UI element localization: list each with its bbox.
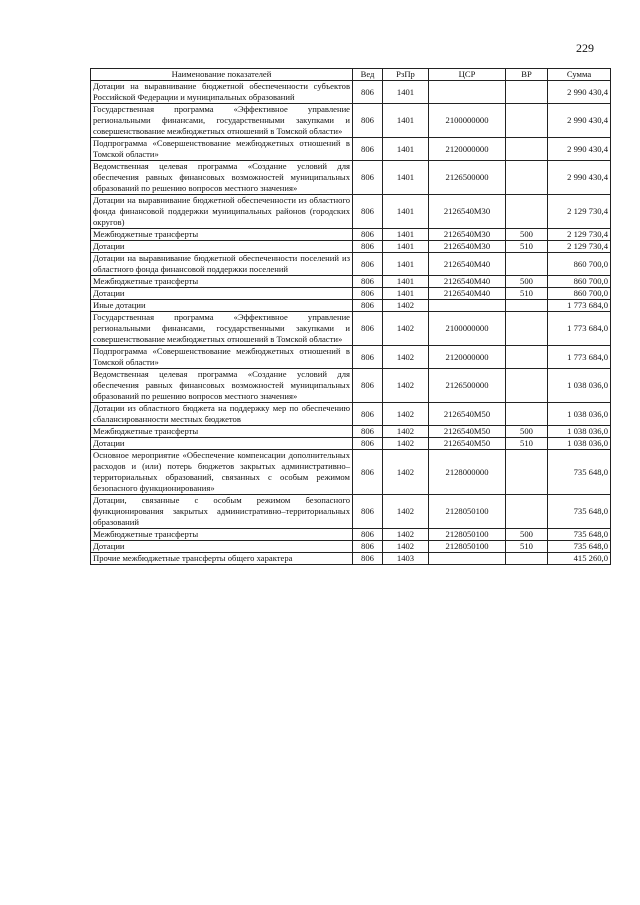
- cell-ved: 806: [353, 369, 383, 403]
- cell-rzpr: 1401: [383, 161, 429, 195]
- cell-csr: 2100000000: [429, 312, 506, 346]
- cell-csr: [429, 300, 506, 312]
- page-number: 229: [576, 41, 594, 55]
- cell-sum: 1 038 036,0: [548, 426, 611, 438]
- cell-vr: 510: [506, 241, 548, 253]
- cell-ved: 806: [353, 81, 383, 104]
- cell-rzpr: 1403: [383, 553, 429, 565]
- table-row: [91, 138, 611, 161]
- table-body: [91, 81, 611, 565]
- cell-vr: 500: [506, 529, 548, 541]
- cell-sum: 1 038 036,0: [548, 403, 611, 426]
- cell-rzpr: 1402: [383, 541, 429, 553]
- cell-name: Дотации на выравнивание бюджетной обеспеченности субъектов Российской Федерации и муниципальных образований: [91, 81, 353, 104]
- cell-csr: 2128050100: [429, 529, 506, 541]
- cell-rzpr: 1401: [383, 195, 429, 229]
- cell-rzpr: 1401: [383, 138, 429, 161]
- cell-rzpr: 1401: [383, 241, 429, 253]
- cell-sum: 2 990 430,4: [548, 138, 611, 161]
- table-row: [91, 229, 611, 241]
- cell-rzpr: 1402: [383, 529, 429, 541]
- cell-vr: 500: [506, 276, 548, 288]
- cell-csr: 2100000000: [429, 104, 506, 138]
- cell-csr: 2128000000: [429, 450, 506, 495]
- cell-vr: 510: [506, 288, 548, 300]
- cell-vr: 510: [506, 541, 548, 553]
- cell-sum: 735 648,0: [548, 450, 611, 495]
- cell-sum: 735 648,0: [548, 529, 611, 541]
- cell-csr: 2126500000: [429, 369, 506, 403]
- cell-ved: 806: [353, 312, 383, 346]
- cell-csr: 2126540М40: [429, 276, 506, 288]
- cell-name: Дотации, связанные с особым режимом безопасного функционирования закрытых административно–территориальных образований: [91, 495, 353, 529]
- table-row: [91, 195, 611, 229]
- table-row: [91, 553, 611, 565]
- budget-table: [90, 68, 611, 565]
- cell-name: Подпрограмма «Совершенствование межбюджетных отношений в Томской области»: [91, 138, 353, 161]
- cell-ved: 806: [353, 276, 383, 288]
- cell-rzpr: 1401: [383, 288, 429, 300]
- cell-sum: 2 990 430,4: [548, 161, 611, 195]
- cell-ved: 806: [353, 346, 383, 369]
- cell-rzpr: 1401: [383, 81, 429, 104]
- cell-ved: 806: [353, 138, 383, 161]
- table-row: [91, 161, 611, 195]
- cell-ved: 806: [353, 253, 383, 276]
- cell-name: Межбюджетные трансферты: [91, 426, 353, 438]
- cell-csr: 2126500000: [429, 161, 506, 195]
- cell-name: Иные дотации: [91, 300, 353, 312]
- cell-ved: 806: [353, 450, 383, 495]
- cell-name: Межбюджетные трансферты: [91, 229, 353, 241]
- cell-sum: 1 773 684,0: [548, 346, 611, 369]
- cell-sum: 860 700,0: [548, 253, 611, 276]
- cell-csr: 2126540М40: [429, 253, 506, 276]
- cell-vr: [506, 369, 548, 403]
- cell-csr: 2126540М40: [429, 288, 506, 300]
- cell-ved: 806: [353, 229, 383, 241]
- cell-sum: 1 038 036,0: [548, 438, 611, 450]
- cell-name: Дотации на выравнивание бюджетной обеспеченности поселений из областного фонда финансовой поддержки поселений: [91, 253, 353, 276]
- cell-vr: [506, 450, 548, 495]
- cell-name: Дотации: [91, 438, 353, 450]
- header-vr: ВР: [506, 69, 548, 81]
- table-row: [91, 300, 611, 312]
- cell-csr: [429, 553, 506, 565]
- cell-sum: 1 773 684,0: [548, 300, 611, 312]
- cell-ved: 806: [353, 161, 383, 195]
- cell-sum: 2 990 430,4: [548, 104, 611, 138]
- cell-name: Государственная программа «Эффективное управление региональными финансами, государственными закупками и совершенствование межбюджетных отношений в Томской области»: [91, 104, 353, 138]
- cell-vr: [506, 253, 548, 276]
- cell-csr: 2126540М30: [429, 195, 506, 229]
- table-row: [91, 403, 611, 426]
- cell-sum: 415 260,0: [548, 553, 611, 565]
- cell-sum: 1 773 684,0: [548, 312, 611, 346]
- cell-name: Дотации: [91, 288, 353, 300]
- cell-ved: 806: [353, 541, 383, 553]
- table-row: [91, 253, 611, 276]
- cell-ved: 806: [353, 104, 383, 138]
- cell-name: Дотации на выравнивание бюджетной обеспеченности из областного фонда финансовой поддержки муниципальных районов (городских округов): [91, 195, 353, 229]
- cell-rzpr: 1402: [383, 300, 429, 312]
- cell-vr: [506, 81, 548, 104]
- cell-ved: 806: [353, 403, 383, 426]
- table-row: [91, 241, 611, 253]
- cell-sum: 860 700,0: [548, 276, 611, 288]
- table-row: [91, 288, 611, 300]
- cell-vr: [506, 553, 548, 565]
- cell-csr: 2128050100: [429, 541, 506, 553]
- table-row: [91, 495, 611, 529]
- cell-sum: 860 700,0: [548, 288, 611, 300]
- cell-name: Государственная программа «Эффективное управление региональными финансами, государственными закупками и совершенствование межбюджетных отношений в Томской области»: [91, 312, 353, 346]
- header-ved: Вед: [353, 69, 383, 81]
- cell-ved: 806: [353, 288, 383, 300]
- table-row: [91, 104, 611, 138]
- cell-ved: 806: [353, 553, 383, 565]
- cell-rzpr: 1402: [383, 346, 429, 369]
- cell-csr: 2126540М30: [429, 229, 506, 241]
- table-header-row: [91, 69, 611, 81]
- cell-csr: 2126540М50: [429, 403, 506, 426]
- cell-ved: 806: [353, 426, 383, 438]
- cell-rzpr: 1402: [383, 403, 429, 426]
- cell-rzpr: 1402: [383, 495, 429, 529]
- cell-rzpr: 1402: [383, 438, 429, 450]
- header-sum: Сумма: [548, 69, 611, 81]
- cell-ved: 806: [353, 195, 383, 229]
- cell-rzpr: 1402: [383, 369, 429, 403]
- cell-rzpr: 1402: [383, 450, 429, 495]
- cell-vr: [506, 195, 548, 229]
- cell-rzpr: 1402: [383, 426, 429, 438]
- cell-vr: [506, 312, 548, 346]
- cell-vr: [506, 495, 548, 529]
- cell-csr: 2128050100: [429, 495, 506, 529]
- cell-sum: 2 990 430,4: [548, 81, 611, 104]
- cell-csr: 2126540М30: [429, 241, 506, 253]
- cell-name: Межбюджетные трансферты: [91, 529, 353, 541]
- cell-ved: 806: [353, 438, 383, 450]
- cell-name: Дотации: [91, 541, 353, 553]
- table-row: [91, 541, 611, 553]
- cell-sum: 2 129 730,4: [548, 229, 611, 241]
- cell-csr: 2126540М50: [429, 426, 506, 438]
- cell-sum: 1 038 036,0: [548, 369, 611, 403]
- header-name: Наименование показателей: [91, 69, 353, 81]
- cell-vr: [506, 346, 548, 369]
- cell-vr: [506, 138, 548, 161]
- cell-name: Основное мероприятие «Обеспечение компенсации дополнительных расходов и (или) потерь бюджетов закрытых административно–территориальных образований, связанных с особым режимом безопасного функционирования»: [91, 450, 353, 495]
- cell-name: Межбюджетные трансферты: [91, 276, 353, 288]
- cell-ved: 806: [353, 495, 383, 529]
- cell-sum: 735 648,0: [548, 495, 611, 529]
- cell-name: Ведомственная целевая программа «Создание условий для обеспечения равных финансовых возможностей муниципальных образований по решению вопросов местного значения»: [91, 161, 353, 195]
- cell-name: Подпрограмма «Совершенствование межбюджетных отношений в Томской области»: [91, 346, 353, 369]
- table-row: [91, 346, 611, 369]
- cell-vr: 500: [506, 426, 548, 438]
- cell-ved: 806: [353, 241, 383, 253]
- cell-rzpr: 1401: [383, 253, 429, 276]
- cell-name: Ведомственная целевая программа «Создание условий для обеспечения равных финансовых возможностей муниципальных образований по решению вопросов местного значения»: [91, 369, 353, 403]
- cell-vr: 500: [506, 229, 548, 241]
- cell-csr: 2120000000: [429, 346, 506, 369]
- cell-sum: 2 129 730,4: [548, 241, 611, 253]
- cell-ved: 806: [353, 300, 383, 312]
- header-csr: ЦСР: [429, 69, 506, 81]
- cell-name: Дотации: [91, 241, 353, 253]
- cell-name: Прочие межбюджетные трансферты общего характера: [91, 553, 353, 565]
- cell-vr: [506, 104, 548, 138]
- cell-rzpr: 1402: [383, 312, 429, 346]
- cell-sum: 735 648,0: [548, 541, 611, 553]
- cell-csr: 2126540М50: [429, 438, 506, 450]
- cell-rzpr: 1401: [383, 276, 429, 288]
- cell-ved: 806: [353, 529, 383, 541]
- cell-vr: [506, 403, 548, 426]
- table-row: [91, 276, 611, 288]
- table-row: [91, 438, 611, 450]
- header-rzpr: РзПр: [383, 69, 429, 81]
- table-row: [91, 450, 611, 495]
- cell-csr: 2120000000: [429, 138, 506, 161]
- cell-csr: [429, 81, 506, 104]
- cell-sum: 2 129 730,4: [548, 195, 611, 229]
- cell-vr: 510: [506, 438, 548, 450]
- table-row: [91, 529, 611, 541]
- table-row: [91, 81, 611, 104]
- table-row: [91, 426, 611, 438]
- cell-vr: [506, 300, 548, 312]
- cell-name: Дотации из областного бюджета на поддержку мер по обеспечению сбалансированности местных бюджетов: [91, 403, 353, 426]
- cell-rzpr: 1401: [383, 229, 429, 241]
- table-row: [91, 312, 611, 346]
- table-row: [91, 369, 611, 403]
- cell-rzpr: 1401: [383, 104, 429, 138]
- cell-vr: [506, 161, 548, 195]
